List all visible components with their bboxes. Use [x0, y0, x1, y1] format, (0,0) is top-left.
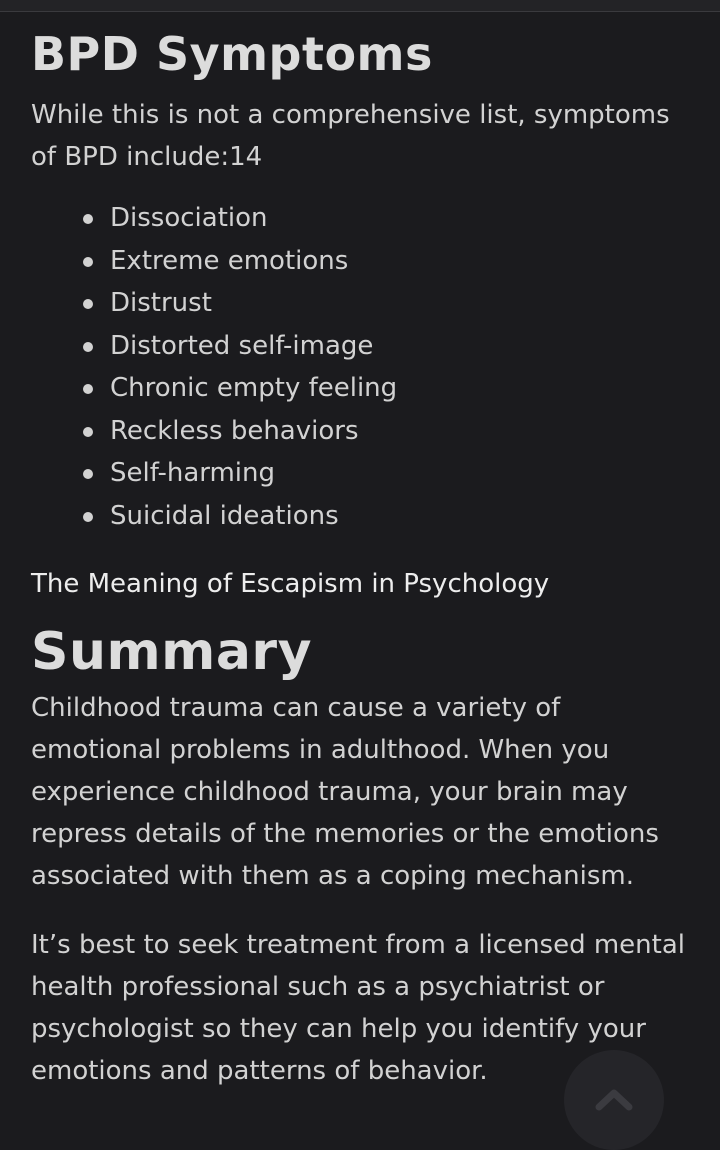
bpd-symptoms-heading: BPD Symptoms — [31, 27, 433, 81]
list-item: Distorted self-image — [79, 325, 691, 368]
list-item: Dissociation — [79, 197, 691, 240]
article-content — [31, 26, 691, 1092]
scroll-to-top-button[interactable] — [564, 1050, 664, 1150]
chevron-up-icon — [595, 1087, 633, 1111]
summary-paragraph-1: Childhood trauma can cause a variety of emotional problems in adulthood. When you experience childhood trauma, your brain may repress details of the memories or the emotions associated with them as a coping mechanism. — [31, 693, 659, 891]
list-item: Suicidal ideations — [79, 495, 691, 538]
list-item: Self-harming — [79, 452, 691, 495]
top-bar — [0, 0, 720, 12]
symptoms-list — [31, 197, 691, 537]
list-item: Chronic empty feeling — [79, 367, 691, 410]
summary-heading: Summary — [31, 622, 312, 682]
related-article-link[interactable]: The Meaning of Escapism in Psychology — [31, 569, 550, 599]
list-item: Distrust — [79, 282, 691, 325]
list-item: Extreme emotions — [79, 240, 691, 283]
bpd-intro-paragraph: While this is not a comprehensive list, symptoms of BPD include:14 — [31, 100, 670, 172]
list-item: Reckless behaviors — [79, 410, 691, 453]
summary-paragraph-2: It’s best to seek treatment from a licensed mental health professional such as a psychiatrist or psychologist so they can help you identify your emotions and patterns of behavior. — [31, 930, 686, 1086]
